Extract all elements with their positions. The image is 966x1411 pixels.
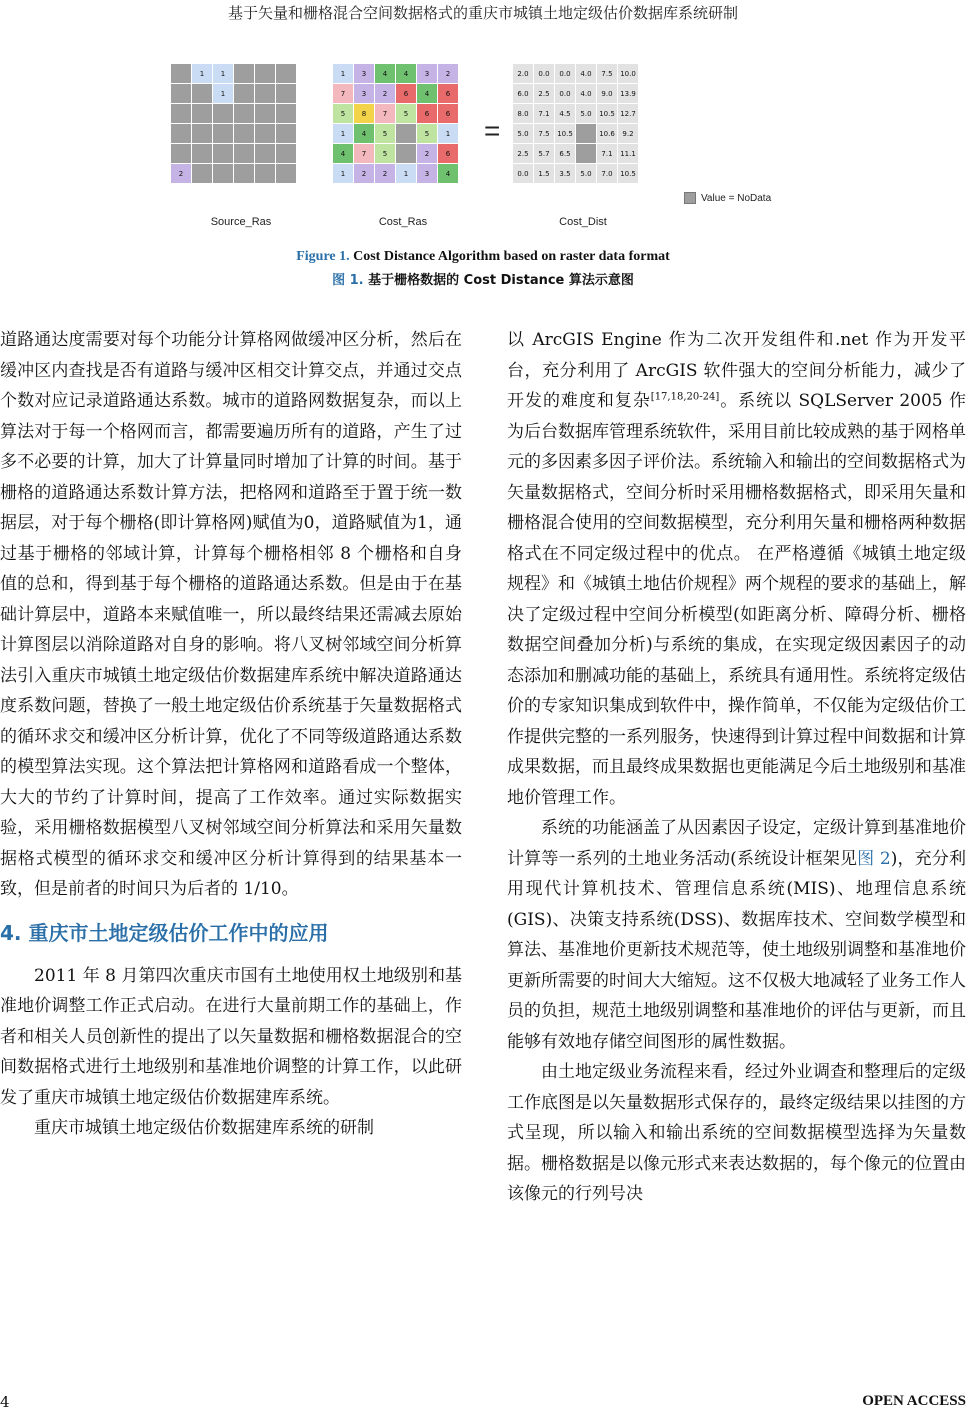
source-ras-cell bbox=[192, 84, 213, 104]
cost-ras-cell: 1 bbox=[438, 124, 459, 144]
cost-ras-cell bbox=[396, 124, 417, 144]
source-ras-cell bbox=[234, 104, 255, 124]
cost-dist-cell: 10.0 bbox=[618, 64, 639, 84]
cost-dist-cell bbox=[576, 124, 597, 144]
source-ras-cell bbox=[255, 104, 276, 124]
cost-dist-cell: 1.5 bbox=[534, 164, 555, 184]
cost-dist-cell: 10.5 bbox=[597, 104, 618, 124]
cost-dist-cell: 4.0 bbox=[576, 64, 597, 84]
cost-ras-cell: 1 bbox=[333, 124, 354, 144]
source-ras-cell bbox=[255, 124, 276, 144]
cost-dist-cell: 10.5 bbox=[555, 124, 576, 144]
source-ras-cell bbox=[192, 124, 213, 144]
paragraph-text: 。系统以 SQLServer 2005 作为后台数据库管理系统软件，采用目前比较成熟的基于网格单元的多因素多因子评价法。系统输入和输出的空间数据格式为矢量数据格式，空间分析时采用栅格数据格式，即采用矢量和栅格混合使用的空间数据模型，充分利用矢量和栅格两种数据格式在不同定级过程中的优点。 在严格遵循《城镇土地定级规程》和《城镇土地估价规程》两个规程的要求的基础上，解决了定级过程中空间分析模型(如距离分析、障碍分析、栅格数据空间叠加分析)与系统的集成，在实现定级因素因子的动态添加和删减功能的基础上，系统具有通用性。系统将定级估价的专家知识集成到软件中，操作简单，不仅能为定级估价工作提供完整的一系列服务，快速得到计算过程中间数据和计算成果数据，而且最终成果数据也更能满足今后土地级别和基准地价管理工作。 bbox=[507, 391, 966, 808]
cost-ras-cell: 2 bbox=[375, 84, 396, 104]
cost-ras-cell: 6 bbox=[417, 104, 438, 124]
cost-dist-cell: 8.0 bbox=[513, 104, 534, 124]
source-ras-grid bbox=[170, 63, 297, 184]
cost-ras-cell: 7 bbox=[333, 84, 354, 104]
source-ras-cell: 1 bbox=[213, 64, 234, 84]
source-ras-cell: 2 bbox=[171, 164, 192, 184]
equals-sign: = bbox=[484, 115, 501, 146]
source-ras-cell bbox=[276, 64, 297, 84]
cost-ras-cell: 4 bbox=[396, 64, 417, 84]
cost-dist-label: Cost_Dist bbox=[559, 216, 607, 228]
cost-dist-cell: 5.0 bbox=[513, 124, 534, 144]
cost-dist-cell: 7.1 bbox=[534, 104, 555, 124]
legend-label: Value = NoData bbox=[701, 192, 772, 204]
cost-dist-cell: 10.6 bbox=[597, 124, 618, 144]
cost-dist-cell: 5.0 bbox=[576, 164, 597, 184]
cost-dist-cell: 5.0 bbox=[576, 104, 597, 124]
cost-ras-cell: 7 bbox=[375, 104, 396, 124]
cost-ras-grid bbox=[332, 63, 459, 184]
cost-dist-cell: 4.0 bbox=[576, 84, 597, 104]
right-column bbox=[507, 325, 966, 1210]
cost-dist-cell: 7.5 bbox=[597, 64, 618, 84]
source-ras-cell bbox=[234, 144, 255, 164]
source-ras-cell bbox=[255, 144, 276, 164]
paragraph: 由土地定级业务流程来看，经过外业调查和整理后的定级工作底图是以矢量数据形式保存的，最终定级结果以挂图的方式呈现，所以输入和输出系统的空间数据模型选择为矢量数据。栅格数据是以像元形式来表达数据的，每个像元的位置由该像元的行列号决 bbox=[507, 1062, 966, 1204]
cost-dist-cell: 3.5 bbox=[555, 164, 576, 184]
cost-ras-cell: 3 bbox=[417, 64, 438, 84]
citation-ref[interactable]: [17,18,20-24] bbox=[650, 391, 720, 403]
source-ras-cell bbox=[234, 84, 255, 104]
cost-ras-cell: 2 bbox=[375, 164, 396, 184]
cost-ras-cell: 7 bbox=[354, 144, 375, 164]
source-ras-cell bbox=[276, 144, 297, 164]
cost-dist-cell: 13.9 bbox=[618, 84, 639, 104]
cost-ras-cell bbox=[396, 144, 417, 164]
cost-dist-cell: 2.0 bbox=[513, 64, 534, 84]
left-column bbox=[0, 325, 462, 1144]
source-ras-cell bbox=[192, 104, 213, 124]
figure-1 bbox=[160, 55, 800, 235]
cost-ras-cell: 2 bbox=[438, 64, 459, 84]
cost-dist-cell: 6.5 bbox=[555, 144, 576, 164]
cost-ras-cell: 2 bbox=[417, 144, 438, 164]
cost-ras-cell: 6 bbox=[396, 84, 417, 104]
source-ras-cell bbox=[213, 104, 234, 124]
source-ras-cell bbox=[255, 64, 276, 84]
section-heading: 4. 重庆市土地定级估价工作中的应用 bbox=[0, 920, 329, 945]
cost-dist-cell: 0.0 bbox=[555, 84, 576, 104]
source-ras-cell bbox=[213, 144, 234, 164]
cost-ras-cell: 4 bbox=[438, 164, 459, 184]
figure-label-zh[interactable]: 图 1. bbox=[332, 273, 364, 288]
cost-dist-cell: 9.0 bbox=[597, 84, 618, 104]
source-ras-cell bbox=[276, 124, 297, 144]
cost-dist-cell: 9.2 bbox=[618, 124, 639, 144]
nodata-swatch bbox=[684, 192, 696, 204]
paragraph bbox=[507, 325, 966, 813]
cost-dist-cell: 7.1 bbox=[597, 144, 618, 164]
source-ras-cell bbox=[255, 84, 276, 104]
cost-dist-cell: 5.7 bbox=[534, 144, 555, 164]
source-ras-cell bbox=[171, 84, 192, 104]
source-ras-cell: 1 bbox=[192, 64, 213, 84]
cost-dist-cell: 11.1 bbox=[618, 144, 639, 164]
cost-dist-cell: 4.5 bbox=[555, 104, 576, 124]
source-ras-cell bbox=[276, 164, 297, 184]
cost-dist-cell: 0.0 bbox=[555, 64, 576, 84]
source-ras-cell bbox=[234, 64, 255, 84]
cost-ras-cell: 2 bbox=[354, 164, 375, 184]
cost-dist-cell bbox=[576, 144, 597, 164]
cost-dist-cell: 2.5 bbox=[534, 84, 555, 104]
cost-dist-cell: 10.5 bbox=[618, 164, 639, 184]
figure-legend bbox=[684, 192, 771, 204]
cost-ras-cell: 3 bbox=[417, 164, 438, 184]
figure-caption-zh-text: 基于栅格数据的 Cost Distance 算法示意图 bbox=[368, 273, 634, 288]
paragraph: 2011 年 8 月第四次重庆市国有土地使用权土地级别和基准地价调整工作正式启动。在进行大量前期工作的基础上，作者和相关人员创新性的提出了以矢量数据和栅格数据混合的空间数据格式进行土地级别和基准地价调整的计算工作，以此研发了重庆市城镇土地定级估价数据建库系统。 bbox=[0, 965, 462, 1108]
cost-ras-cell: 4 bbox=[333, 144, 354, 164]
page-number: 4 bbox=[0, 1393, 10, 1411]
source-ras-label: Source_Ras bbox=[210, 216, 272, 228]
source-ras-cell bbox=[171, 104, 192, 124]
cost-dist-grid bbox=[512, 63, 639, 184]
cost-ras-cell: 4 bbox=[375, 64, 396, 84]
cost-ras-cell: 5 bbox=[396, 104, 417, 124]
cost-ras-cell: 5 bbox=[375, 124, 396, 144]
cost-ras-cell: 1 bbox=[396, 164, 417, 184]
cost-ras-cell: 6 bbox=[438, 144, 459, 164]
cost-ras-label: Cost_Ras bbox=[378, 216, 428, 228]
cost-ras-cell: 5 bbox=[333, 104, 354, 124]
figure-2-link[interactable]: 图 2 bbox=[857, 848, 891, 869]
source-ras-cell bbox=[192, 164, 213, 184]
cost-dist-cell: 6.0 bbox=[513, 84, 534, 104]
cost-dist-cell: 0.0 bbox=[513, 164, 534, 184]
cost-ras-cell: 1 bbox=[333, 164, 354, 184]
cost-ras-cell: 3 bbox=[354, 84, 375, 104]
cost-ras-cell: 5 bbox=[417, 124, 438, 144]
paragraph-text: 以 ArcGIS Engine 作为二次开发组件和.net 作为开发平台，充分利用了 ArcGIS 软件强大的空间分析能力，减少了开发的难度和复杂 bbox=[507, 330, 966, 411]
cost-ras-cell: 1 bbox=[333, 64, 354, 84]
cost-ras-cell: 8 bbox=[354, 104, 375, 124]
source-ras-cell: 1 bbox=[213, 84, 234, 104]
paragraph-text: )，充分利用现代计算机技术、管理信息系统(MIS)、地理信息系统(GIS)、决策支持系统(DSS)、数据库技术、空间数学模型和算法、基准地价更新技术规范等，使土地级别调整和基准地价更新所需要的时间大大缩短。这不仅极大地减轻了业务工作人员的负担，规范土地级别调整和基准地价的评估与更新，而且能够有效地存储空间图形的属性数据。 bbox=[507, 848, 966, 1052]
paragraph bbox=[507, 813, 966, 1057]
cost-ras-cell: 4 bbox=[417, 84, 438, 104]
cost-dist-cell: 12.7 bbox=[618, 104, 639, 124]
source-ras-cell bbox=[255, 164, 276, 184]
source-ras-cell bbox=[213, 124, 234, 144]
paragraph: 重庆市城镇土地定级估价数据建库系统的研制 bbox=[34, 1118, 374, 1138]
cost-dist-cell: 7.5 bbox=[534, 124, 555, 144]
source-ras-cell bbox=[171, 124, 192, 144]
source-ras-cell bbox=[276, 104, 297, 124]
source-ras-cell bbox=[234, 164, 255, 184]
running-head: 基于矢量和栅格混合空间数据格式的重庆市城镇土地定级估价数据库系统研制 bbox=[227, 4, 738, 22]
cost-ras-cell: 4 bbox=[354, 124, 375, 144]
open-access-label: OPEN ACCESS bbox=[862, 1393, 966, 1409]
source-ras-cell bbox=[171, 64, 192, 84]
cost-ras-cell: 6 bbox=[438, 84, 459, 104]
cost-dist-cell: 0.0 bbox=[534, 64, 555, 84]
source-ras-cell bbox=[276, 84, 297, 104]
cost-ras-cell: 6 bbox=[438, 104, 459, 124]
cost-ras-cell: 3 bbox=[354, 64, 375, 84]
paragraph-text: 系统的功能涵盖了从因素因子设定，定级计算到基准地价计算等一系列的土地业务活动(系统设计框架见 bbox=[507, 818, 966, 869]
cost-ras-cell: 5 bbox=[375, 144, 396, 164]
figure-caption-en bbox=[0, 249, 966, 265]
cost-dist-cell: 2.5 bbox=[513, 144, 534, 164]
source-ras-cell bbox=[213, 164, 234, 184]
source-ras-cell bbox=[234, 124, 255, 144]
figure-caption-en-text: Cost Distance Algorithm based on raster data format bbox=[353, 249, 670, 264]
cost-dist-cell: 7.0 bbox=[597, 164, 618, 184]
figure-label-en[interactable]: Figure 1. bbox=[296, 249, 350, 264]
paragraph: 道路通达度需要对每个功能分计算格网做缓冲区分析，然后在缓冲区内查找是否有道路与缓冲区相交计算交点，并通过交点个数对应记录道路通达系数。城市的道路网数据复杂，而以上算法对于每一个格网而言，都需要遍历所有的道路，产生了过多不必要的计算，加大了计算量同时增加了计算的时间。基于栅格的道路通达系数计算方法，把格网和道路至于置于统一数据层，对于每个栅格(即计算格网)赋值为0，道路赋值为1，通过基于栅格的邻域计算，计算每个栅格相邻 8 个栅格和自身值的总和，得到基于每个栅格的道路通达系数。但是由于在基础计算层中，道路本来赋值唯一，所以最终结果还需减去原始计算图层以消除道路对自身的影响。将八叉树邻域空间分析算法引入重庆市城镇土地定级估价数据建库系统中解决道路通达度系数问题，替换了一般土地定级估价系统基于矢量数据格式的循环求交和缓冲区分析计算，优化了不同等级道路通达系数的模型算法实现。这个算法把计算格网和道路看成一个整体，大大的节约了计算时间，提高了工作效率。通过实际数据实验，采用栅格数据模型八叉树邻域空间分析算法和采用矢量数据格式模型的循环求交和缓冲区分析计算得到的结果基本一致，但是前者的时间只为后者的 1/10。 bbox=[0, 330, 462, 899]
source-ras-cell bbox=[171, 144, 192, 164]
figure-caption-zh bbox=[0, 269, 966, 288]
source-ras-cell bbox=[192, 144, 213, 164]
